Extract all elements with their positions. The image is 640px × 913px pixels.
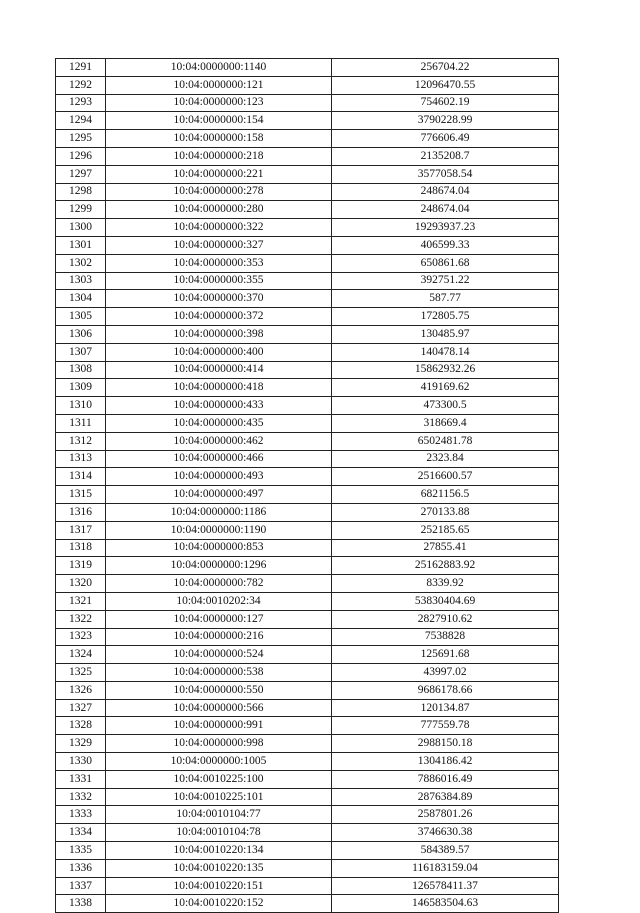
value-cell: 318669.4 — [332, 414, 559, 432]
value-cell: 3790228.99 — [332, 112, 559, 130]
cadastral-number-cell: 10:04:0000000:216 — [106, 628, 332, 646]
value-cell: 2988150.18 — [332, 735, 559, 753]
row-number-cell: 1291 — [56, 59, 106, 77]
value-cell: 2323.84 — [332, 450, 559, 468]
cadastral-number-cell: 10:04:0010225:101 — [106, 788, 332, 806]
cadastral-number-cell: 10:04:0000000:353 — [106, 254, 332, 272]
value-cell: 8339.92 — [332, 575, 559, 593]
cadastral-number-cell: 10:04:0000000:782 — [106, 575, 332, 593]
cadastral-number-cell: 10:04:0000000:1186 — [106, 503, 332, 521]
cadastral-number-cell: 10:04:0000000:355 — [106, 272, 332, 290]
row-number-cell: 1320 — [56, 575, 106, 593]
row-number-cell: 1327 — [56, 699, 106, 717]
cadastral-number-cell: 10:04:0000000:400 — [106, 343, 332, 361]
cadastral-number-cell: 10:04:0000000:372 — [106, 308, 332, 326]
row-number-cell: 1300 — [56, 219, 106, 237]
row-number-cell: 1305 — [56, 308, 106, 326]
value-cell: 146583504.63 — [332, 895, 559, 913]
cadastral-number-cell: 10:04:0000000:280 — [106, 201, 332, 219]
value-cell: 116183159.04 — [332, 859, 559, 877]
row-number-cell: 1326 — [56, 681, 106, 699]
value-cell: 19293937.23 — [332, 219, 559, 237]
table-row — [56, 717, 559, 735]
row-number-cell: 1293 — [56, 94, 106, 112]
cadastral-number-cell: 10:04:0010202:34 — [106, 592, 332, 610]
row-number-cell: 1304 — [56, 290, 106, 308]
row-number-cell: 1325 — [56, 664, 106, 682]
table-row — [56, 664, 559, 682]
table-row — [56, 503, 559, 521]
row-number-cell: 1311 — [56, 414, 106, 432]
row-number-cell: 1317 — [56, 521, 106, 539]
cadastral-number-cell: 10:04:0000000:221 — [106, 165, 332, 183]
row-number-cell: 1329 — [56, 735, 106, 753]
cadastral-number-cell: 10:04:0000000:418 — [106, 379, 332, 397]
table-row — [56, 147, 559, 165]
cadastral-number-cell: 10:04:0000000:462 — [106, 432, 332, 450]
cadastral-number-cell: 10:04:0000000:991 — [106, 717, 332, 735]
cadastral-number-cell: 10:04:0000000:322 — [106, 219, 332, 237]
row-number-cell: 1313 — [56, 450, 106, 468]
cadastral-number-cell: 10:04:0010220:134 — [106, 842, 332, 860]
row-number-cell: 1338 — [56, 895, 106, 913]
value-cell: 15862932.26 — [332, 361, 559, 379]
table-row — [56, 788, 559, 806]
row-number-cell: 1309 — [56, 379, 106, 397]
table-row — [56, 521, 559, 539]
table-row — [56, 824, 559, 842]
table-row — [56, 254, 559, 272]
table-row — [56, 681, 559, 699]
cadastral-number-cell: 10:04:0000000:497 — [106, 486, 332, 504]
value-cell: 406599.33 — [332, 236, 559, 254]
row-number-cell: 1298 — [56, 183, 106, 201]
value-cell: 2135208.7 — [332, 147, 559, 165]
table-row — [56, 414, 559, 432]
row-number-cell: 1302 — [56, 254, 106, 272]
cadastral-number-cell: 10:04:0000000:278 — [106, 183, 332, 201]
table-row — [56, 219, 559, 237]
table-row — [56, 557, 559, 575]
table-row — [56, 450, 559, 468]
value-cell: 256704.22 — [332, 59, 559, 77]
row-number-cell: 1336 — [56, 859, 106, 877]
value-cell: 53830404.69 — [332, 592, 559, 610]
value-cell: 2827910.62 — [332, 610, 559, 628]
cadastral-number-cell: 10:04:0010220:135 — [106, 859, 332, 877]
row-number-cell: 1312 — [56, 432, 106, 450]
cadastral-number-cell: 10:04:0000000:327 — [106, 236, 332, 254]
value-cell: 9686178.66 — [332, 681, 559, 699]
value-cell: 2876384.89 — [332, 788, 559, 806]
row-number-cell: 1307 — [56, 343, 106, 361]
table-row — [56, 325, 559, 343]
value-cell: 3746630.38 — [332, 824, 559, 842]
row-number-cell: 1324 — [56, 646, 106, 664]
cadastral-number-cell: 10:04:0000000:524 — [106, 646, 332, 664]
value-cell: 2516600.57 — [332, 468, 559, 486]
table-row — [56, 183, 559, 201]
cadastral-number-cell: 10:04:0000000:998 — [106, 735, 332, 753]
row-number-cell: 1333 — [56, 806, 106, 824]
cadastral-number-cell: 10:04:0010104:78 — [106, 824, 332, 842]
value-cell: 776606.49 — [332, 130, 559, 148]
row-number-cell: 1323 — [56, 628, 106, 646]
value-cell: 754602.19 — [332, 94, 559, 112]
value-cell: 27855.41 — [332, 539, 559, 557]
table-row — [56, 859, 559, 877]
cadastral-number-cell: 10:04:0000000:414 — [106, 361, 332, 379]
value-cell: 584389.57 — [332, 842, 559, 860]
value-cell: 2587801.26 — [332, 806, 559, 824]
value-cell: 392751.22 — [332, 272, 559, 290]
value-cell: 473300.5 — [332, 397, 559, 415]
cadastral-number-cell: 10:04:0010225:100 — [106, 770, 332, 788]
table-row — [56, 361, 559, 379]
cadastral-number-cell: 10:04:0000000:433 — [106, 397, 332, 415]
row-number-cell: 1330 — [56, 753, 106, 771]
cadastral-number-cell: 10:04:0000000:123 — [106, 94, 332, 112]
value-cell: 140478.14 — [332, 343, 559, 361]
table-row — [56, 895, 559, 913]
table-row — [56, 877, 559, 895]
cadastral-number-cell: 10:04:0000000:121 — [106, 76, 332, 94]
table-row — [56, 610, 559, 628]
table-row — [56, 379, 559, 397]
table-row — [56, 770, 559, 788]
table-row — [56, 343, 559, 361]
row-number-cell: 1337 — [56, 877, 106, 895]
row-number-cell: 1301 — [56, 236, 106, 254]
cadastral-number-cell: 10:04:0000000:1190 — [106, 521, 332, 539]
row-number-cell: 1321 — [56, 592, 106, 610]
table-row — [56, 699, 559, 717]
row-number-cell: 1310 — [56, 397, 106, 415]
cadastral-number-cell: 10:04:0000000:127 — [106, 610, 332, 628]
cadastral-number-cell: 10:04:0000000:1140 — [106, 59, 332, 77]
cadastral-number-cell: 10:04:0000000:218 — [106, 147, 332, 165]
row-number-cell: 1335 — [56, 842, 106, 860]
row-number-cell: 1331 — [56, 770, 106, 788]
table-row — [56, 753, 559, 771]
table-row — [56, 468, 559, 486]
cadastral-number-cell: 10:04:0000000:370 — [106, 290, 332, 308]
cadastral-number-cell: 10:04:0000000:853 — [106, 539, 332, 557]
row-number-cell: 1322 — [56, 610, 106, 628]
cadastral-number-cell: 10:04:0000000:435 — [106, 414, 332, 432]
table-row — [56, 236, 559, 254]
value-cell: 587.77 — [332, 290, 559, 308]
table-row — [56, 842, 559, 860]
cadastral-number-cell: 10:04:0000000:538 — [106, 664, 332, 682]
row-number-cell: 1299 — [56, 201, 106, 219]
value-cell: 125691.68 — [332, 646, 559, 664]
table-row — [56, 539, 559, 557]
table-row — [56, 94, 559, 112]
cadastral-number-cell: 10:04:0000000:1005 — [106, 753, 332, 771]
value-cell: 172805.75 — [332, 308, 559, 326]
cadastral-number-cell: 10:04:0010104:77 — [106, 806, 332, 824]
row-number-cell: 1319 — [56, 557, 106, 575]
value-cell: 7538828 — [332, 628, 559, 646]
table-row — [56, 165, 559, 183]
row-number-cell: 1296 — [56, 147, 106, 165]
value-cell: 7886016.49 — [332, 770, 559, 788]
value-cell: 12096470.55 — [332, 76, 559, 94]
table-body — [56, 59, 559, 913]
row-number-cell: 1328 — [56, 717, 106, 735]
data-table — [55, 58, 559, 913]
cadastral-number-cell: 10:04:0000000:566 — [106, 699, 332, 717]
table-row — [56, 397, 559, 415]
value-cell: 6821156.5 — [332, 486, 559, 504]
cadastral-number-cell: 10:04:0000000:1296 — [106, 557, 332, 575]
table-row — [56, 486, 559, 504]
value-cell: 252185.65 — [332, 521, 559, 539]
table-row — [56, 628, 559, 646]
value-cell: 6502481.78 — [332, 432, 559, 450]
value-cell: 120134.87 — [332, 699, 559, 717]
table-row — [56, 592, 559, 610]
cadastral-number-cell: 10:04:0000000:493 — [106, 468, 332, 486]
row-number-cell: 1332 — [56, 788, 106, 806]
row-number-cell: 1308 — [56, 361, 106, 379]
value-cell: 419169.62 — [332, 379, 559, 397]
value-cell: 130485.97 — [332, 325, 559, 343]
row-number-cell: 1295 — [56, 130, 106, 148]
table-row — [56, 130, 559, 148]
cadastral-number-cell: 10:04:0010220:152 — [106, 895, 332, 913]
table-row — [56, 201, 559, 219]
cadastral-number-cell: 10:04:0000000:466 — [106, 450, 332, 468]
table-row — [56, 575, 559, 593]
value-cell: 3577058.54 — [332, 165, 559, 183]
table-row — [56, 272, 559, 290]
value-cell: 43997.02 — [332, 664, 559, 682]
table-row — [56, 76, 559, 94]
table-row — [56, 735, 559, 753]
cadastral-number-cell: 10:04:0000000:158 — [106, 130, 332, 148]
value-cell: 270133.88 — [332, 503, 559, 521]
value-cell: 650861.68 — [332, 254, 559, 272]
cadastral-number-cell: 10:04:0010220:151 — [106, 877, 332, 895]
row-number-cell: 1334 — [56, 824, 106, 842]
value-cell: 248674.04 — [332, 201, 559, 219]
row-number-cell: 1318 — [56, 539, 106, 557]
value-cell: 248674.04 — [332, 183, 559, 201]
row-number-cell: 1294 — [56, 112, 106, 130]
table-row — [56, 59, 559, 77]
value-cell: 25162883.92 — [332, 557, 559, 575]
value-cell: 1304186.42 — [332, 753, 559, 771]
table-row — [56, 290, 559, 308]
row-number-cell: 1303 — [56, 272, 106, 290]
table-row — [56, 806, 559, 824]
value-cell: 777559.78 — [332, 717, 559, 735]
row-number-cell: 1314 — [56, 468, 106, 486]
row-number-cell: 1297 — [56, 165, 106, 183]
table-row — [56, 308, 559, 326]
value-cell: 126578411.37 — [332, 877, 559, 895]
cadastral-number-cell: 10:04:0000000:398 — [106, 325, 332, 343]
table-row — [56, 432, 559, 450]
row-number-cell: 1306 — [56, 325, 106, 343]
cadastral-number-cell: 10:04:0000000:154 — [106, 112, 332, 130]
row-number-cell: 1315 — [56, 486, 106, 504]
row-number-cell: 1316 — [56, 503, 106, 521]
table-row — [56, 646, 559, 664]
table-row — [56, 112, 559, 130]
cadastral-number-cell: 10:04:0000000:550 — [106, 681, 332, 699]
row-number-cell: 1292 — [56, 76, 106, 94]
